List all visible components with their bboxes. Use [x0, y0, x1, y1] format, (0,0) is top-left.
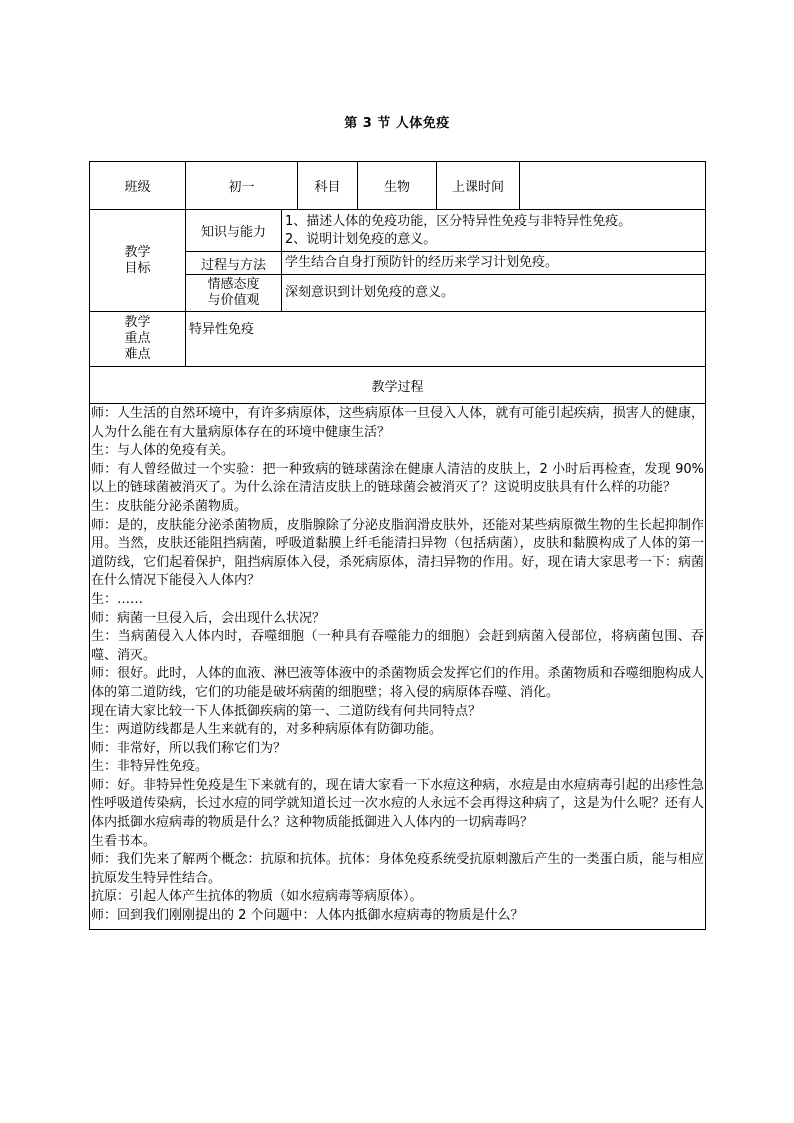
focus-row	[90, 312, 706, 367]
process-title: 教学过程	[90, 367, 706, 404]
page-title: 第 3 节 人体免疫	[344, 116, 450, 131]
objective-label-process: 过程与方法	[186, 252, 282, 275]
objective-row-knowledge	[90, 210, 706, 252]
subject-value: 生物	[358, 162, 437, 210]
dialogue-line: 师：病菌一旦侵入后，会出现什么状况？	[91, 610, 326, 626]
objective-label-attitude: 情感态度 与价值观	[186, 275, 282, 312]
dialogue-line: 师：回到我们刚刚提出的 2 个问题中：人体内抵御水痘病毒的物质是什么？	[91, 908, 524, 924]
dialogue-line: 师：好。非特异性免疫是生下来就有的，现在请大家看一下水痘这种病，水痘是由水痘病毒引起的出疹性急性呼吸道传染病，长过水痘的同学就知道长过一次水痘的人永远不会再得这种病了，这是为什么呢？还有人体内抵御水痘病毒的物质是什么？这种物质能抵御进入人体内的一切病毒吗？	[91, 777, 705, 831]
dialogue-line: 师：是的，皮肤能分泌杀菌物质，皮脂腺除了分泌皮脂润滑皮肤外，还能对某些病原微生物的生长起抑制作用。当然，皮肤还能阻挡病菌，呼吸道黏膜上纤毛能清扫异物（包括病菌），皮肤和黏膜构成了人体的第一道防线，它们起着保护，阻挡病原体入侵，杀死病原体，清扫异物的作用。好，现在请大家思考一下：病菌在什么情况下能侵入人体内？	[91, 517, 705, 589]
time-value	[520, 162, 706, 210]
dialogue-line: 生：两道防线都是人生来就有的，对多种病原体有防御功能。	[91, 722, 443, 738]
dialogue-line: 师：非常好，所以我们称它们为？	[91, 740, 287, 756]
dialogue-line: 生：当病菌侵入人体内时，吞噬细胞（一种具有吞噬能力的细胞）会赶到病菌入侵部位，将病菌包围、吞噬、消灭。	[91, 629, 705, 663]
dialogue-line: 生：……	[91, 591, 144, 607]
dialogue-line: 师：有人曾经做过一个实验：把一种致病的链球菌涂在健康人清洁的皮肤上，2 小时后再检查，发现 90%以上的链球菌被消灭了。为什么涂在清洁皮肤上的链球菌会被消灭了？这说明皮肤具有什么样的功能？	[91, 461, 705, 496]
dialogue-line: 师：我们先来了解两个概念：抗原和抗体。抗体：身体免疫系统受抗原刺激后产生的一类蛋白质，能与相应抗原发生特异性结合。	[91, 852, 705, 886]
process-dialogue	[90, 404, 706, 930]
header-row	[90, 162, 706, 210]
process-title-row	[90, 367, 706, 404]
dialogue-line: 师：很好。此时，人体的血液、淋巴液等体液中的杀菌物质会发挥它们的作用。杀菌物质和吞噬细胞构成人体的第二道防线，它们的功能是破坏病菌的细胞壁；将入侵的病原体吞噬、消化。	[91, 666, 705, 700]
objective-label-knowledge: 知识与能力	[186, 210, 282, 252]
dialogue-line: 生：与人体的免疫有关。	[91, 443, 235, 459]
class-label: 班级	[90, 162, 186, 210]
focus-label: 教学 重点 难点	[90, 312, 186, 367]
time-label: 上课时间	[437, 162, 520, 210]
focus-value: 特异性免疫	[186, 312, 706, 367]
dialogue-line: 抗原：引起人体产生抗体的物质（如水痘病毒等病原体）。	[91, 889, 423, 905]
dialogue-line: 生：非特异性免疫。	[91, 759, 209, 775]
subject-label: 科目	[298, 162, 358, 210]
objective-value-knowledge: 1、描述人体的免疫功能，区分特异性免疫与非特异性免疫。 2、说明计划免疫的意义。	[282, 210, 706, 252]
process-content-row	[90, 404, 706, 930]
lesson-plan-table	[89, 161, 706, 930]
objective-value-process: 学生结合自身打预防针的经历来学习计划免疫。	[282, 252, 706, 275]
objectives-label: 教学 目标	[90, 210, 186, 312]
dialogue-line: 生：皮肤能分泌杀菌物质。	[91, 498, 248, 514]
dialogue-line: 生看书本。	[91, 833, 157, 849]
objective-value-attitude: 深刻意识到计划免疫的意义。	[282, 275, 706, 312]
dialogue-line: 师：人生活的自然环境中，有许多病原体，这些病原体一旦侵入人体，就有可能引起疾病，损害人的健康，人为什么能在有大量病原体存在的环境中健康生活？	[91, 406, 705, 440]
class-value: 初一	[186, 162, 298, 210]
dialogue-line: 现在请大家比较一下人体抵御疾病的第一、二道防线有何共同特点？	[91, 703, 482, 719]
